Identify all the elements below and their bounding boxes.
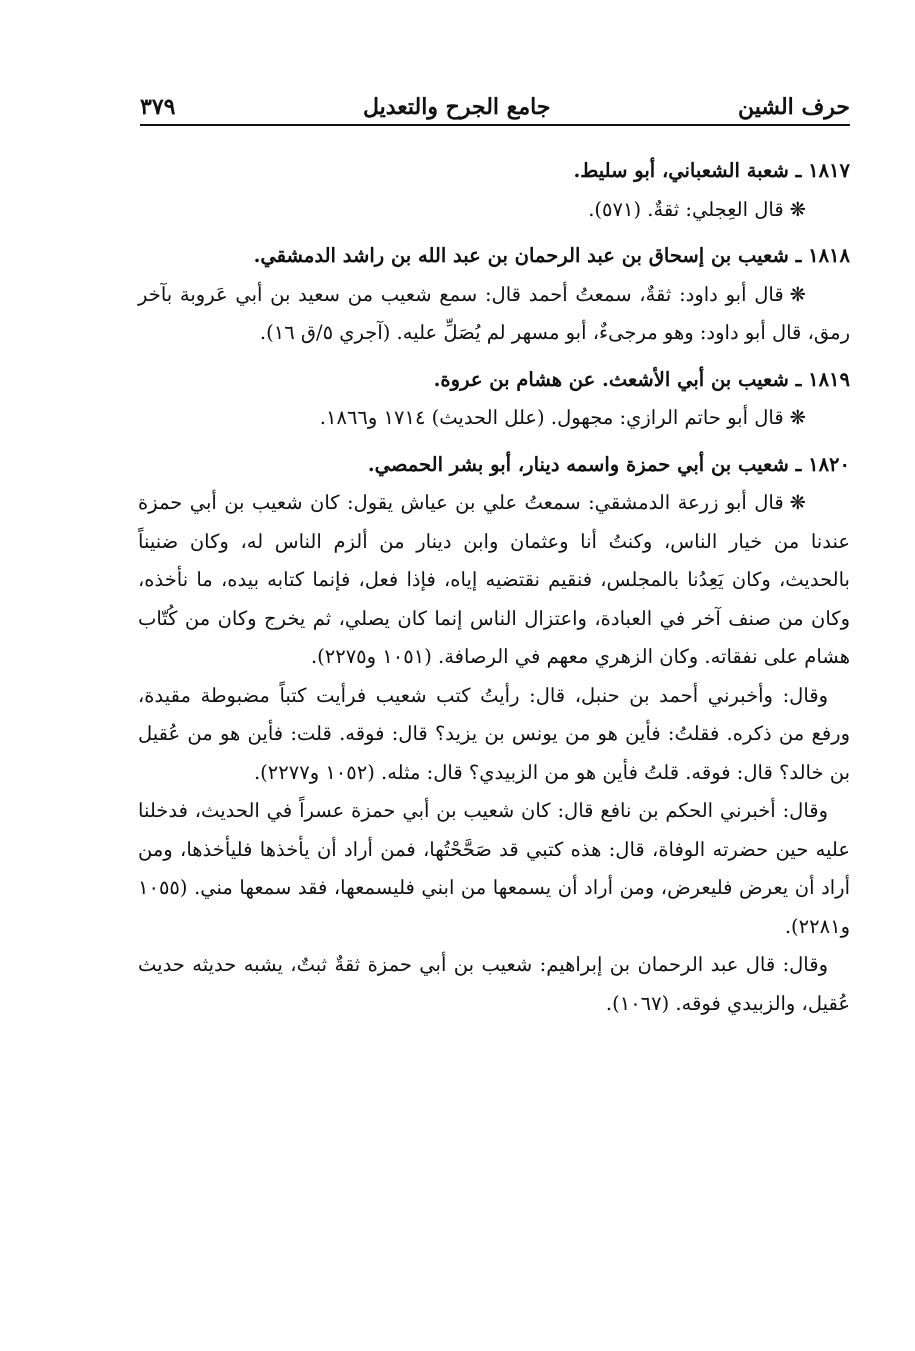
entry-1819 [138, 361, 850, 438]
entry-1818 [138, 237, 850, 353]
entry-paragraph [138, 191, 850, 230]
page-header [140, 78, 850, 120]
page-body [138, 152, 850, 1031]
entry-title: ١٨١٧ ـ شعبة الشعباني، أبو سليط. [573, 159, 850, 182]
header-divider [140, 124, 850, 126]
entry-paragraph [138, 484, 850, 677]
entry-title: ١٨١٩ ـ شعيب بن أبي الأشعث. عن هشام بن عروة. [433, 367, 850, 391]
entry-paragraph: وقال: أخبرني الحكم بن نافع قال: كان شعيب بن أبي حمزة عسراً في الحديث، فدخلنا عليه حين حضرته الوفاة، قال: هذه كتبي قد صَحَّحْتُها، فمن أراد أن يأخذها فليأخذها، ومن أراد أن يعرض فليعرض، ومن أراد أن يسمعها من ابني فليسمعها، فقد سمعها مني. (١٠٥٥ و٢٢٨١). [138, 799, 850, 938]
entry-paragraph [138, 399, 850, 438]
entry-1817 [138, 152, 850, 229]
star-icon: ❋ [789, 282, 806, 306]
entry-paragraph: وقال: قال عبد الرحمان بن إبراهيم: شعيب بن أبي حمزة ثقةٌ ثبتٌ، يشبه حديثه حديث عُقيل، والزبيدي فوقه. (١٠٦٧). [138, 953, 850, 1015]
star-icon: ❋ [789, 406, 806, 429]
paragraph-text: قال أبو زرعة الدمشقي: سمعتُ علي بن عياش يقول: كان شعيب بن أبي حمزة عندنا من خيار الناس، وكنتُ أنا وعثمان وابن دينار من ألزم الناس له، وكان ضنيناً بالحديث، وكان يَعِدُنا بالمجلس، فنقيم نقتضيه إياه، فإذا فعل، فإنما كتابه بيده، ما نأخذه، وكان من صنف آخر في العبادة، واعتزال الناس إنما كان يصلي، ثم يخرج وكان من كُتّاب هشام على نفقاته. وكان الزهري معهم في الرصافة. (١٠٥١ و٢٢٧٥). [138, 491, 850, 668]
entry-title: ١٨٢٠ ـ شعيب بن أبي حمزة واسمه دينار، أبو بشر الحمصي. [367, 452, 850, 476]
entry-paragraph: وقال: وأخبرني أحمد بن حنبل، قال: رأيتُ كتب شعيب فرأيت كتباً مضبوطة مقيدة، ورفع من ذكره. فقلتُ: فأين هو من يونس بن يزيد؟ قال: فوقه. قلت: فأين هو من عُقيل بن خالد؟ قال: فوقه. قلتُ فأين هو من الزبيدي؟ قال: مثله. (١٠٥٢ و٢٢٧٧). [138, 683, 850, 784]
entry-1820 [138, 446, 850, 1024]
book-title: جامع الجرح والتعديل [362, 94, 551, 120]
star-icon: ❋ [789, 197, 806, 221]
entry-paragraph [138, 276, 850, 353]
entry-title: ١٨١٨ ـ شعيب بن إسحاق بن عبد الرحمان بن عبد الله بن راشد الدمشقي. [253, 244, 850, 267]
paragraph-text: قال العِجلي: ثقةٌ. (٥٧١). [588, 197, 784, 221]
paragraph-text: قال أبو داود: ثقةٌ، سمعتُ أحمد قال: سمع شعيب من سعيد بن أبي عَروبة بآخر رمق، قال أبو داود: وهو مرجىءٌ، أبو مسهر لم يُصَلِّ عليه. (آجري ٥/ق ١٦). [138, 282, 850, 344]
page-number: ٣٧٩ [140, 94, 176, 120]
paragraph-text: قال أبو حاتم الرازي: مجهول. (علل الحديث) ١٧١٤ و١٨٦٦. [319, 406, 784, 429]
chapter-title: حرف الشين [737, 94, 850, 120]
star-icon: ❋ [789, 491, 806, 514]
